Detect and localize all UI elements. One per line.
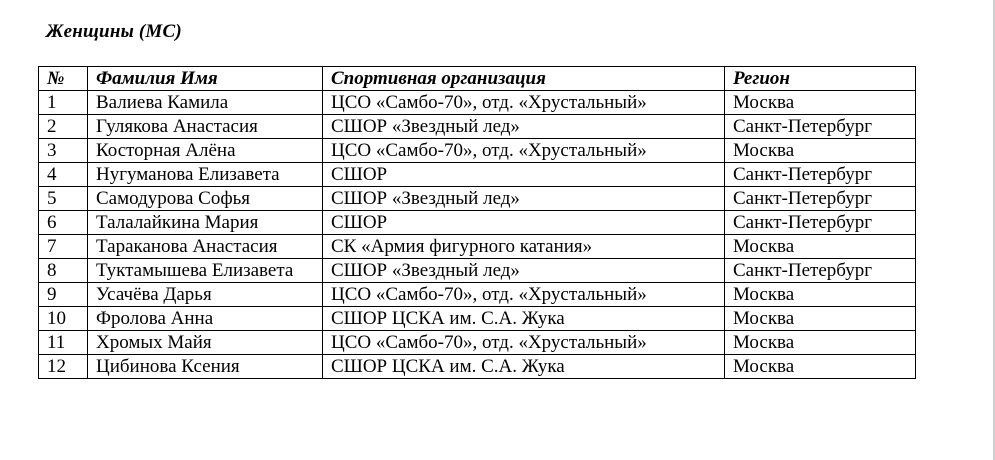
cell-organization: ЦСО «Самбо-70», отд. «Хрустальный» (323, 139, 725, 163)
cell-region: Москва (725, 355, 916, 379)
cell-name: Цибинова Ксения (88, 355, 323, 379)
cell-region: Москва (725, 331, 916, 355)
cell-organization: СК «Армия фигурного катания» (323, 235, 725, 259)
column-header-name: Фамилия Имя (88, 67, 323, 91)
cell-number: 2 (39, 115, 88, 139)
cell-region: Москва (725, 283, 916, 307)
cell-name: Хромых Майя (88, 331, 323, 355)
cell-number: 1 (39, 91, 88, 115)
cell-region: Санкт-Петербург (725, 163, 916, 187)
cell-name: Усачёва Дарья (88, 283, 323, 307)
table-row (39, 139, 916, 163)
table-row (39, 163, 916, 187)
cell-organization: СШОР «Звездный лед» (323, 115, 725, 139)
cell-region: Санкт-Петербург (725, 187, 916, 211)
athletes-table (38, 66, 916, 379)
section-heading: Женщины (МС) (46, 21, 182, 42)
cell-number: 5 (39, 187, 88, 211)
table-row (39, 259, 916, 283)
cell-number: 7 (39, 235, 88, 259)
table-row (39, 307, 916, 331)
cell-number: 9 (39, 283, 88, 307)
cell-region: Москва (725, 235, 916, 259)
cell-name: Фролова Анна (88, 307, 323, 331)
cell-name: Валиева Камила (88, 91, 323, 115)
cell-name: Талалайкина Мария (88, 211, 323, 235)
table-row (39, 91, 916, 115)
table-header-row (39, 67, 916, 91)
cell-number: 4 (39, 163, 88, 187)
table-row (39, 355, 916, 379)
column-header-region: Регион (725, 67, 916, 91)
cell-number: 12 (39, 355, 88, 379)
column-header-number: № (39, 67, 88, 91)
cell-number: 6 (39, 211, 88, 235)
cell-name: Нугуманова Елизавета (88, 163, 323, 187)
cell-region: Санкт-Петербург (725, 211, 916, 235)
cell-organization: СШОР (323, 163, 725, 187)
cell-region: Москва (725, 307, 916, 331)
table-row (39, 235, 916, 259)
cell-number: 3 (39, 139, 88, 163)
cell-number: 10 (39, 307, 88, 331)
cell-number: 11 (39, 331, 88, 355)
column-header-organization: Спортивная организация (323, 67, 725, 91)
table-row (39, 187, 916, 211)
cell-organization: ЦСО «Самбо-70», отд. «Хрустальный» (323, 331, 725, 355)
cell-organization: ЦСО «Самбо-70», отд. «Хрустальный» (323, 91, 725, 115)
cell-region: Москва (725, 139, 916, 163)
table-row (39, 331, 916, 355)
table-row (39, 211, 916, 235)
cell-region: Санкт-Петербург (725, 259, 916, 283)
cell-number: 8 (39, 259, 88, 283)
cell-name: Тараканова Анастасия (88, 235, 323, 259)
cell-name: Туктамышева Елизавета (88, 259, 323, 283)
cell-organization: СШОР ЦСКА им. С.А. Жука (323, 355, 725, 379)
cell-organization: СШОР «Звездный лед» (323, 259, 725, 283)
table-row (39, 283, 916, 307)
cell-organization: СШОР (323, 211, 725, 235)
cell-organization: СШОР «Звездный лед» (323, 187, 725, 211)
cell-organization: ЦСО «Самбо-70», отд. «Хрустальный» (323, 283, 725, 307)
cell-region: Санкт-Петербург (725, 115, 916, 139)
cell-name: Самодурова Софья (88, 187, 323, 211)
cell-region: Москва (725, 91, 916, 115)
cell-organization: СШОР ЦСКА им. С.А. Жука (323, 307, 725, 331)
cell-name: Косторная Алёна (88, 139, 323, 163)
cell-name: Гулякова Анастасия (88, 115, 323, 139)
table-row (39, 115, 916, 139)
